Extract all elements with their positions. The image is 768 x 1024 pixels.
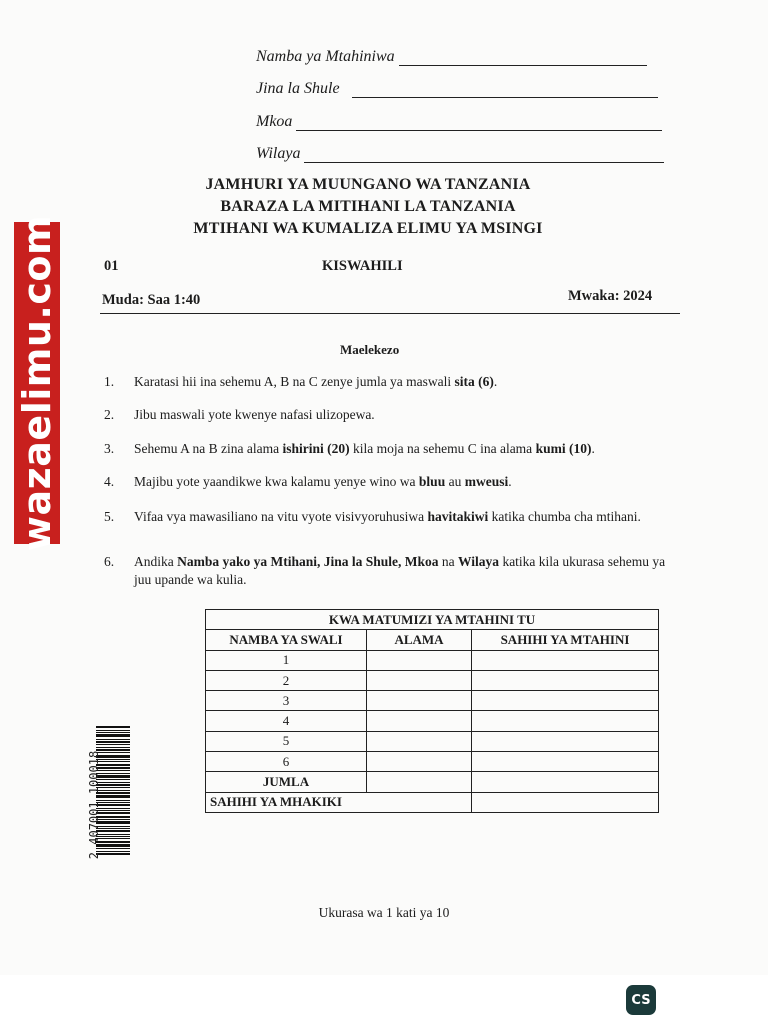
barcode-bar bbox=[96, 726, 130, 728]
header-council: BARAZA LA MITIHANI LA TANZANIA bbox=[220, 198, 516, 215]
instruction-6-number: 6. bbox=[104, 554, 115, 569]
signature-cell[interactable] bbox=[472, 752, 659, 772]
score-table bbox=[205, 609, 659, 813]
table-row bbox=[206, 752, 659, 772]
total-marks-cell[interactable] bbox=[367, 772, 472, 792]
paper-code: 01 bbox=[104, 258, 119, 274]
camscanner-badge: CS bbox=[626, 985, 656, 1015]
signature-cell[interactable] bbox=[472, 711, 659, 731]
score-table-title-row bbox=[206, 610, 659, 630]
instruction-1-number: 1. bbox=[104, 374, 115, 389]
watermark-text-main: wazaelimu bbox=[15, 319, 59, 552]
score-table-header-row bbox=[206, 630, 659, 650]
instruction-2-text: Jibu maswali yote kwenye nafasi ulizopewa. bbox=[134, 407, 375, 422]
instruction-4-text bbox=[134, 473, 684, 491]
instruction-6 bbox=[104, 553, 684, 589]
instruction-6-text-a: Andika bbox=[134, 554, 178, 569]
subject-title: KISWAHILI bbox=[322, 258, 403, 274]
header-republic: JAMHURI YA MUUNGANO WA TANZANIA bbox=[205, 176, 531, 193]
instruction-3-text-d: kumi (10) bbox=[535, 441, 592, 456]
field-district bbox=[256, 145, 664, 163]
checker-signature-cell[interactable] bbox=[472, 792, 659, 812]
marks-cell[interactable] bbox=[367, 650, 472, 670]
header-question-number: NAMBA YA SWALI bbox=[206, 630, 367, 650]
marks-cell[interactable] bbox=[367, 752, 472, 772]
score-table-title: KWA MATUMIZI YA MTAHINI TU bbox=[206, 610, 659, 630]
instruction-3-text bbox=[134, 440, 684, 458]
header-examiner-signature: SAHIHI YA MTAHINI bbox=[472, 630, 659, 650]
field-school-name-line[interactable] bbox=[352, 83, 658, 98]
question-number: 4 bbox=[206, 711, 367, 731]
marks-cell[interactable] bbox=[367, 670, 472, 690]
question-number: 1 bbox=[206, 650, 367, 670]
field-school-name bbox=[256, 80, 658, 98]
field-candidate-number-line[interactable] bbox=[399, 51, 647, 66]
instruction-6-text-c: na bbox=[438, 554, 459, 569]
instruction-3-text-c: kila moja na sehemu C ina alama bbox=[349, 441, 536, 456]
field-region-line[interactable] bbox=[296, 116, 662, 131]
watermark-text-domain: .com bbox=[15, 214, 59, 320]
watermark-logo bbox=[14, 214, 60, 552]
table-row bbox=[206, 670, 659, 690]
field-candidate-number-label: Namba ya Mtahiniwa bbox=[256, 48, 395, 65]
instruction-4-text-c: au bbox=[445, 474, 465, 489]
instruction-6-text-d: Wilaya bbox=[458, 554, 500, 569]
instruction-1-text-c: . bbox=[493, 374, 498, 389]
signature-cell[interactable] bbox=[472, 670, 659, 690]
instruction-4 bbox=[104, 473, 684, 491]
question-number: 3 bbox=[206, 691, 367, 711]
question-number: 2 bbox=[206, 670, 367, 690]
instruction-5-text-b: havitakiwi bbox=[427, 509, 489, 524]
field-region bbox=[256, 113, 662, 131]
instruction-3-text-e: . bbox=[591, 441, 595, 456]
signature-cell[interactable] bbox=[472, 731, 659, 751]
field-district-line[interactable] bbox=[304, 148, 664, 163]
field-candidate-number bbox=[256, 48, 647, 66]
instruction-1-text-a: Karatasi hii ina sehemu A, B na C zenye jumla ya maswali bbox=[134, 374, 455, 389]
barcode-number-text: 2 407001 100018 bbox=[87, 750, 101, 860]
table-row-checker bbox=[206, 792, 659, 812]
instruction-4-text-e: . bbox=[508, 474, 512, 489]
instruction-5-number: 5. bbox=[104, 509, 115, 524]
table-row bbox=[206, 650, 659, 670]
instruction-5-text-a: Vifaa vya mawasiliano na vitu vyote visivyoruhusiwa bbox=[134, 509, 428, 524]
instruction-2-number: 2. bbox=[104, 407, 115, 422]
total-label: JUMLA bbox=[206, 772, 367, 792]
instruction-6-text-b: Namba yako ya Mtihani, Jina la Shule, Mkoa bbox=[177, 554, 439, 569]
instruction-3 bbox=[104, 440, 684, 458]
year: Mwaka: 2024 bbox=[568, 288, 653, 304]
marks-cell[interactable] bbox=[367, 691, 472, 711]
page-number: Ukurasa wa 1 kati ya 10 bbox=[318, 905, 450, 920]
table-row bbox=[206, 691, 659, 711]
signature-cell[interactable] bbox=[472, 650, 659, 670]
field-district-label: Wilaya bbox=[256, 145, 301, 162]
question-number: 5 bbox=[206, 731, 367, 751]
instructions-title: Maelekezo bbox=[340, 342, 400, 357]
instruction-3-text-b: ishirini (20) bbox=[282, 441, 350, 456]
table-row bbox=[206, 711, 659, 731]
marks-cell[interactable] bbox=[367, 731, 472, 751]
instruction-4-text-d: mweusi bbox=[464, 474, 509, 489]
instruction-1-text bbox=[134, 373, 684, 391]
marks-cell[interactable] bbox=[367, 711, 472, 731]
instruction-5-text-c: katika chumba cha mtihani. bbox=[488, 509, 641, 524]
instruction-3-text-a: Sehemu A na B zina alama bbox=[134, 441, 283, 456]
question-number: 6 bbox=[206, 752, 367, 772]
instruction-4-number: 4. bbox=[104, 474, 115, 489]
field-region-label: Mkoa bbox=[256, 113, 293, 130]
instruction-1 bbox=[104, 373, 684, 391]
instruction-4-text-b: bluu bbox=[418, 474, 446, 489]
instruction-1-text-b: sita (6) bbox=[454, 374, 494, 389]
instruction-6-text-e: katika kila ukurasa sehemu ya juu upande wa kulia. bbox=[134, 554, 666, 587]
instruction-2 bbox=[104, 406, 684, 424]
table-row-total bbox=[206, 772, 659, 792]
checker-label: SAHIHI YA MHAKIKI bbox=[206, 792, 472, 812]
signature-cell[interactable] bbox=[472, 691, 659, 711]
header-marks: ALAMA bbox=[367, 630, 472, 650]
header-exam-title: MTIHANI WA KUMALIZA ELIMU YA MSINGI bbox=[193, 220, 543, 237]
instruction-5-text bbox=[134, 508, 684, 526]
instruction-6-text bbox=[134, 553, 684, 589]
instruction-3-number: 3. bbox=[104, 441, 115, 456]
instruction-5 bbox=[104, 508, 684, 526]
barcode-number bbox=[84, 730, 104, 880]
duration: Muda: Saa 1:40 bbox=[102, 292, 201, 308]
watermark-text bbox=[15, 215, 59, 551]
instruction-4-text-a: Majibu yote yaandikwe kwa kalamu yenye wino wa bbox=[134, 474, 419, 489]
header-divider bbox=[100, 313, 680, 314]
table-row bbox=[206, 731, 659, 751]
field-school-name-label: Jina la Shule bbox=[256, 80, 340, 97]
total-signature-cell[interactable] bbox=[472, 772, 659, 792]
